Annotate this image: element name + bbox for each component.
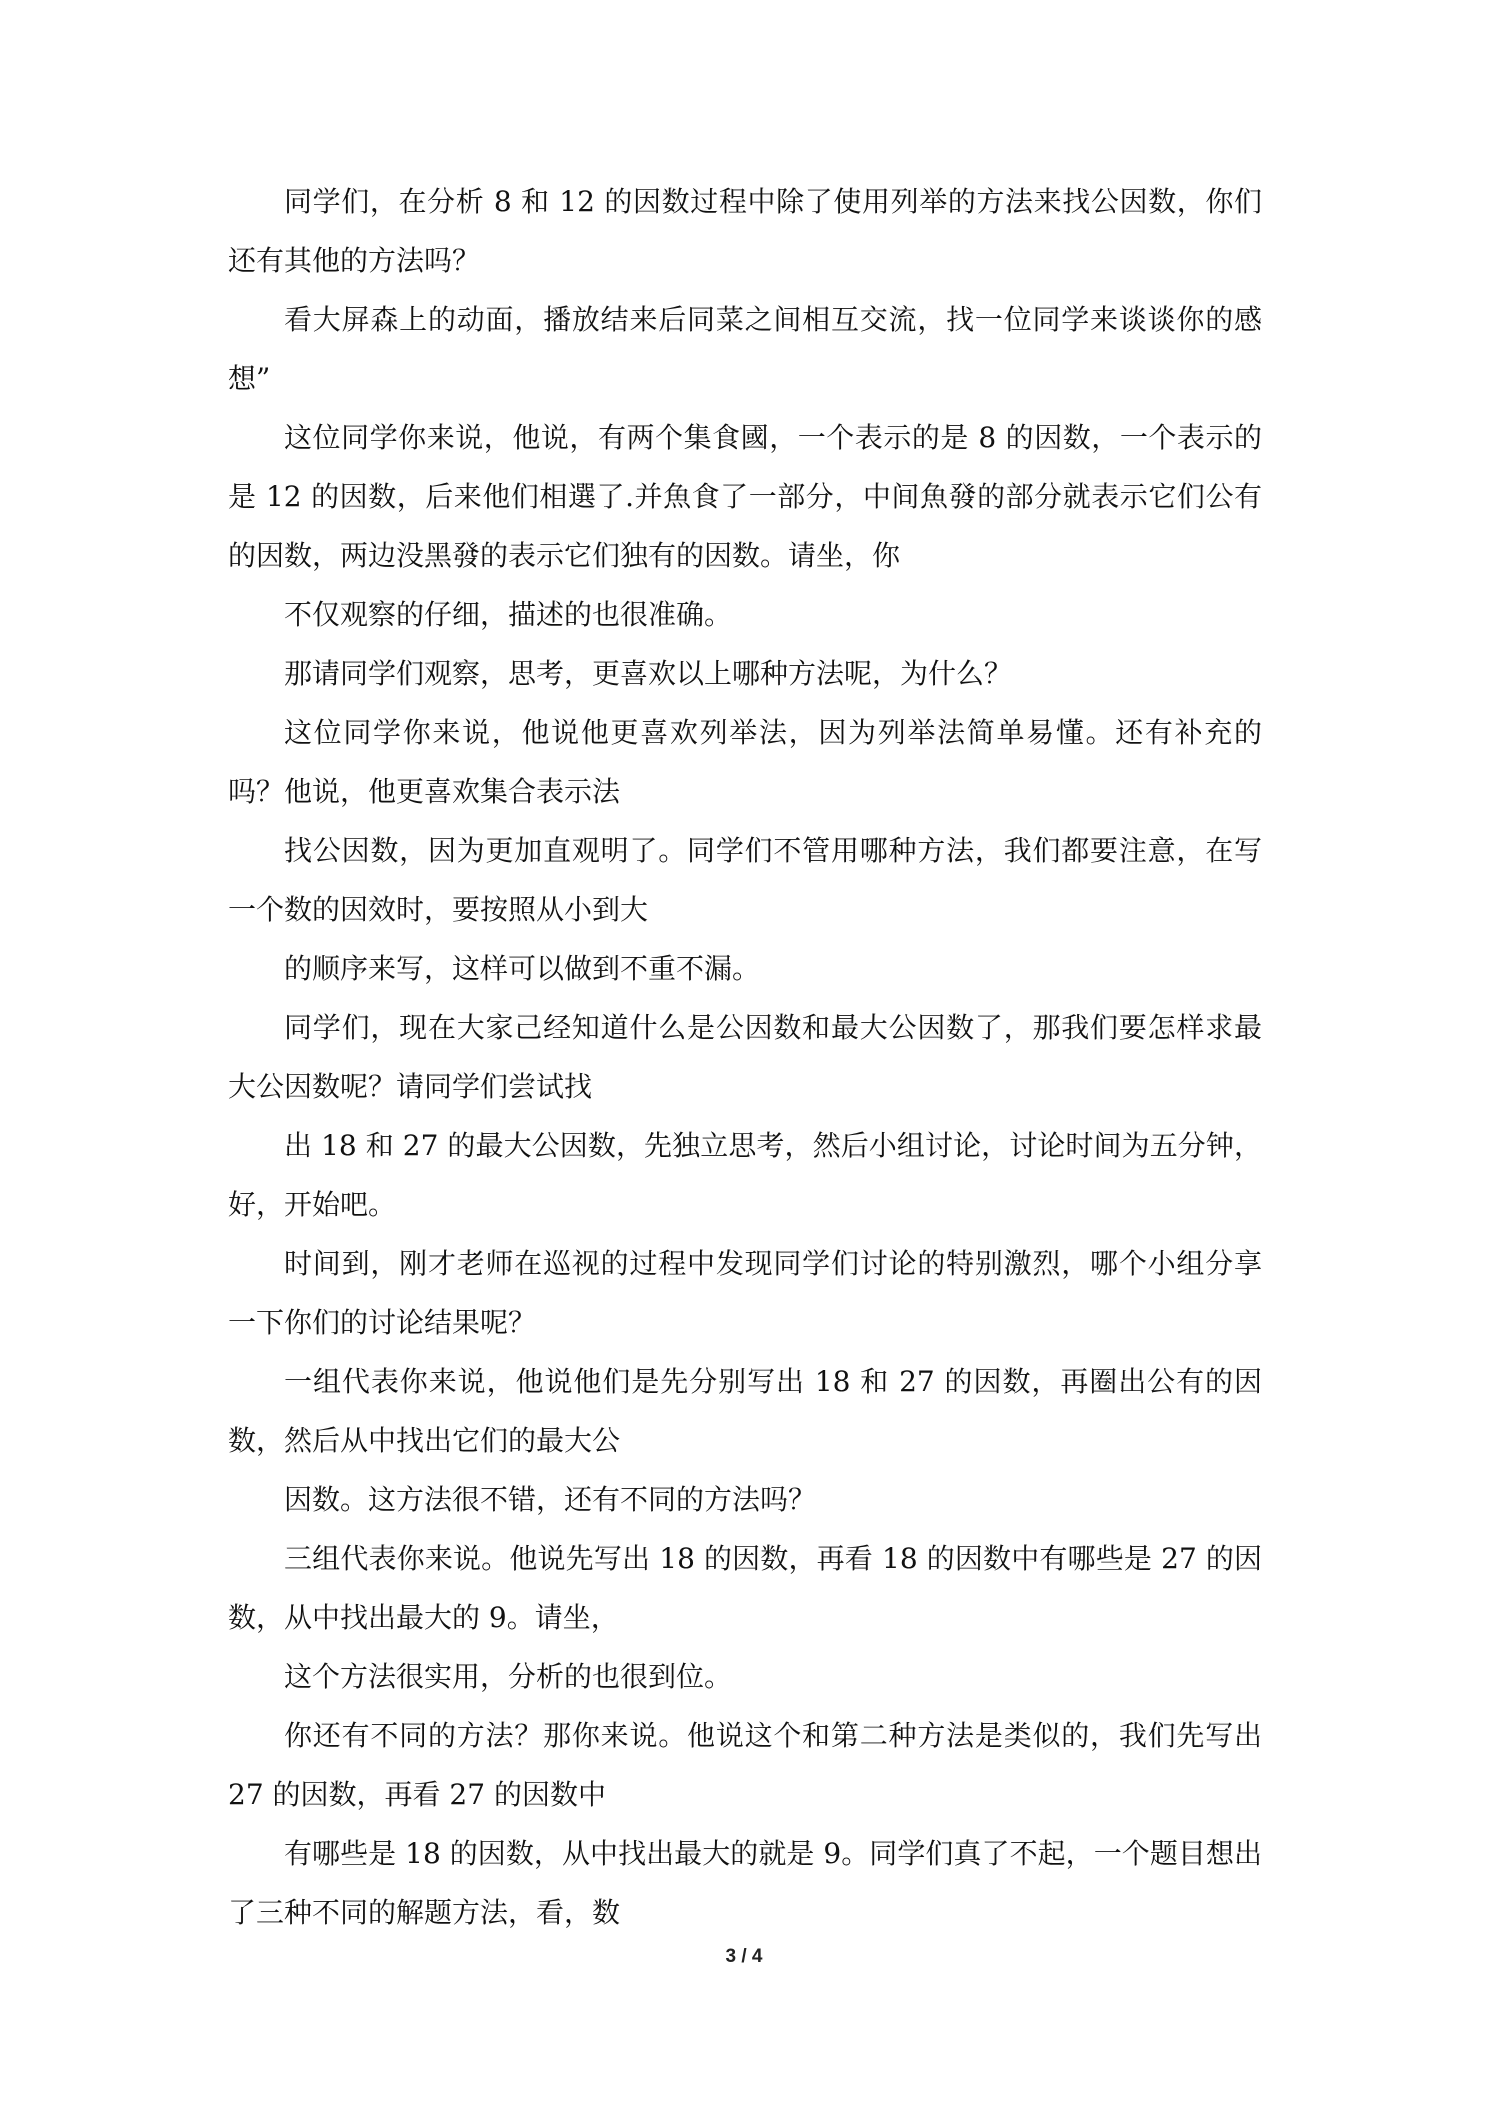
paragraph xyxy=(228,1352,1262,1470)
page-number: 3 / 4 xyxy=(725,1946,763,1967)
paragraph-text: 出 18 和 27 的最大公因数，先独立思考，然后小组讨论，讨论时间为五分钟，好，开始吧。 xyxy=(228,1129,1262,1221)
paragraph xyxy=(228,939,1262,998)
paragraph-text: 一组代表你来说，他说他们是先分别写出 18 和 27 的因数，再圈出公有的因数，然后从中找出它们的最大公 xyxy=(228,1365,1262,1457)
paragraph-text: 的顺序来写，这样可以做到不重不漏。 xyxy=(284,952,761,985)
paragraph xyxy=(228,585,1262,644)
paragraph xyxy=(228,821,1262,939)
paragraph-text: 这位同学你来说，他说，有两个集食國，一个表示的是 8 的因数，一个表示的是 12 的因数，后来他们相選了.并魚食了一部分，中间魚發的部分就表示它们公有的因数，两边没黑發的表示它们独有的因数。请坐，你 xyxy=(228,421,1262,572)
paragraph-text: 这个方法很实用，分析的也很到位。 xyxy=(284,1660,733,1693)
paragraph xyxy=(228,172,1262,290)
paragraph xyxy=(228,703,1262,821)
paragraph xyxy=(228,998,1262,1116)
paragraph-text: 因数。这方法很不错，还有不同的方法吗？ xyxy=(284,1483,817,1516)
paragraph xyxy=(228,1706,1271,1824)
paragraph xyxy=(228,1824,1262,1942)
paragraph-text: 找公因数，因为更加直观明了。同学们不管用哪种方法，我们都要注意，在写一个数的因效时，要按照从小到大 xyxy=(228,834,1262,926)
document-body xyxy=(228,172,1271,1942)
paragraph-text: 三组代表你来说。他说先写出 18 的因数，再看 18 的因数中有哪些是 27 的因数，从中找出最大的 9。请坐， xyxy=(228,1542,1262,1634)
paragraph-text: 那请同学们观察，思考，更喜欢以上哪种方法呢，为什么？ xyxy=(284,657,1013,690)
paragraph xyxy=(228,290,1262,408)
paragraph xyxy=(228,1647,1262,1706)
paragraph-text: 看大屏森上的动面，播放结来后同菜之间相互交流，找一位同学来谈谈你的感想” xyxy=(228,303,1262,395)
paragraph xyxy=(228,1470,1262,1529)
paragraph-text: 这位同学你来说，他说他更喜欢列举法，因为列举法简单易懂。还有补充的吗？他说，他更喜欢集合表示法 xyxy=(228,716,1262,808)
paragraph-text: 有哪些是 18 的因数，从中找出最大的就是 9。同学们真了不起，一个题目想出了三种不同的解题方法，看，数 xyxy=(228,1837,1262,1929)
paragraph-text: 不仅观察的仔细，描述的也很准确。 xyxy=(284,598,733,631)
paragraph xyxy=(228,1234,1262,1352)
paragraph-text: 你还有不同的方法？那你来说。他说这个和第二种方法是类似的，我们先写出 27 的因数，再看 27 的因数中 xyxy=(228,1719,1271,1811)
paragraph-text: 同学们，现在大家己经知道什么是公因数和最大公因数了，那我们要怎样求最大公因数呢？请同学们尝试找 xyxy=(228,1011,1262,1103)
paragraph xyxy=(228,1116,1262,1234)
paragraph xyxy=(228,408,1262,585)
paragraph xyxy=(228,644,1262,703)
paragraph-text: 时间到，刚才老师在巡视的过程中发现同学们讨论的特别激烈，哪个小组分享一下你们的讨论结果呢？ xyxy=(228,1247,1262,1339)
paragraph-text: 同学们，在分析 8 和 12 的因数过程中除了使用列举的方法来找公因数，你们还有其他的方法吗？ xyxy=(228,185,1262,277)
paragraph xyxy=(228,1529,1262,1647)
